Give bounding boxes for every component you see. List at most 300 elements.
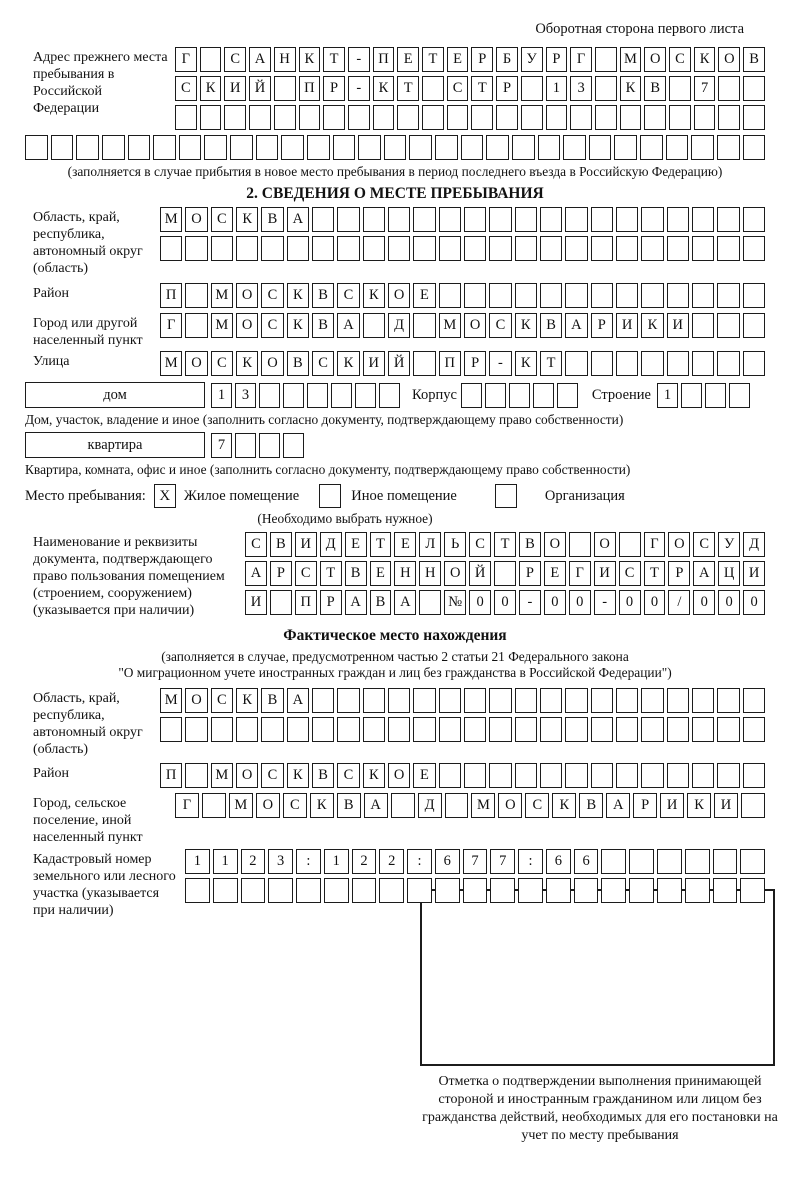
char-cell[interactable] <box>439 763 461 788</box>
char-cell[interactable] <box>489 763 511 788</box>
char-cell[interactable] <box>249 105 271 130</box>
char-cell[interactable]: С <box>337 763 359 788</box>
char-cell[interactable]: П <box>160 763 182 788</box>
char-cell[interactable]: Т <box>494 532 516 557</box>
char-cell[interactable]: С <box>175 76 197 101</box>
char-cell[interactable]: С <box>211 207 233 232</box>
char-cell[interactable]: 6 <box>546 849 571 874</box>
char-cell[interactable] <box>230 135 253 160</box>
char-cell[interactable] <box>489 207 511 232</box>
char-cell[interactable]: Г <box>160 313 182 338</box>
char-cell[interactable] <box>363 207 385 232</box>
char-cell[interactable] <box>489 283 511 308</box>
char-cell[interactable] <box>213 878 238 903</box>
char-cell[interactable]: Т <box>320 561 342 586</box>
char-cell[interactable]: М <box>439 313 461 338</box>
char-cell[interactable] <box>521 76 543 101</box>
char-cell[interactable] <box>312 236 334 261</box>
char-cell[interactable]: Д <box>418 793 442 818</box>
char-cell[interactable] <box>160 236 182 261</box>
char-cell[interactable] <box>445 793 469 818</box>
char-cell[interactable] <box>743 763 765 788</box>
char-cell[interactable] <box>413 351 435 376</box>
char-cell[interactable] <box>565 688 587 713</box>
char-cell[interactable] <box>692 207 714 232</box>
char-cell[interactable]: В <box>312 283 334 308</box>
char-cell[interactable] <box>494 561 516 586</box>
char-cell[interactable] <box>175 105 197 130</box>
char-cell[interactable] <box>274 76 296 101</box>
char-cell[interactable]: С <box>261 283 283 308</box>
char-cell[interactable]: О <box>388 763 410 788</box>
char-cell[interactable] <box>128 135 151 160</box>
char-cell[interactable]: В <box>345 561 367 586</box>
char-cell[interactable]: - <box>519 590 541 615</box>
char-cell[interactable] <box>540 236 562 261</box>
char-cell[interactable] <box>614 135 637 160</box>
char-cell[interactable] <box>540 207 562 232</box>
char-cell[interactable] <box>312 717 334 742</box>
char-cell[interactable]: Ь <box>444 532 466 557</box>
char-cell[interactable]: 1 <box>213 849 238 874</box>
char-cell[interactable] <box>512 135 535 160</box>
char-cell[interactable] <box>509 383 530 408</box>
char-cell[interactable]: : <box>296 849 321 874</box>
char-cell[interactable] <box>718 76 740 101</box>
char-cell[interactable] <box>259 433 280 458</box>
char-cell[interactable]: О <box>236 283 258 308</box>
char-cell[interactable] <box>337 207 359 232</box>
char-cell[interactable]: С <box>469 532 491 557</box>
char-cell[interactable] <box>619 532 641 557</box>
char-cell[interactable] <box>439 717 461 742</box>
char-cell[interactable] <box>51 135 74 160</box>
char-cell[interactable] <box>202 793 226 818</box>
char-cell[interactable]: В <box>579 793 603 818</box>
char-cell[interactable] <box>518 878 543 903</box>
char-cell[interactable] <box>287 717 309 742</box>
char-cell[interactable]: Р <box>633 793 657 818</box>
char-cell[interactable] <box>692 351 714 376</box>
char-cell[interactable] <box>388 207 410 232</box>
char-cell[interactable] <box>471 105 493 130</box>
char-cell[interactable] <box>616 351 638 376</box>
char-cell[interactable] <box>185 763 207 788</box>
char-cell[interactable]: 0 <box>469 590 491 615</box>
char-cell[interactable]: В <box>312 763 334 788</box>
char-cell[interactable] <box>591 351 613 376</box>
char-cell[interactable] <box>337 236 359 261</box>
char-cell[interactable]: О <box>718 47 740 72</box>
char-cell[interactable] <box>185 283 207 308</box>
char-cell[interactable]: Н <box>394 561 416 586</box>
char-cell[interactable]: М <box>160 351 182 376</box>
char-cell[interactable]: / <box>668 590 690 615</box>
char-cell[interactable]: О <box>668 532 690 557</box>
char-cell[interactable] <box>388 688 410 713</box>
char-cell[interactable]: У <box>521 47 543 72</box>
char-cell[interactable] <box>595 76 617 101</box>
char-cell[interactable] <box>490 878 515 903</box>
char-cell[interactable] <box>589 135 612 160</box>
char-cell[interactable]: И <box>714 793 738 818</box>
char-cell[interactable]: М <box>229 793 253 818</box>
char-cell[interactable]: М <box>211 763 233 788</box>
char-cell[interactable] <box>261 236 283 261</box>
char-cell[interactable]: А <box>394 590 416 615</box>
char-cell[interactable]: П <box>160 283 182 308</box>
char-cell[interactable]: А <box>364 793 388 818</box>
char-cell[interactable]: Е <box>394 532 416 557</box>
char-cell[interactable] <box>268 878 293 903</box>
char-cell[interactable] <box>743 283 765 308</box>
char-cell[interactable] <box>717 135 740 160</box>
char-cell[interactable]: Т <box>471 76 493 101</box>
char-cell[interactable] <box>281 135 304 160</box>
char-cell[interactable] <box>667 236 689 261</box>
char-cell[interactable] <box>533 383 554 408</box>
char-cell[interactable] <box>565 763 587 788</box>
char-cell[interactable]: 0 <box>743 590 765 615</box>
char-cell[interactable]: Р <box>519 561 541 586</box>
char-cell[interactable]: Е <box>413 763 435 788</box>
char-cell[interactable]: 6 <box>435 849 460 874</box>
char-cell[interactable]: М <box>471 793 495 818</box>
char-cell[interactable]: В <box>261 207 283 232</box>
char-cell[interactable] <box>616 283 638 308</box>
char-cell[interactable] <box>461 383 482 408</box>
char-cell[interactable] <box>685 849 710 874</box>
char-cell[interactable]: С <box>283 793 307 818</box>
char-cell[interactable] <box>540 283 562 308</box>
checkbox-zhiloe[interactable]: X <box>154 484 176 508</box>
char-cell[interactable]: О <box>185 351 207 376</box>
char-cell[interactable] <box>640 135 663 160</box>
char-cell[interactable] <box>740 849 765 874</box>
char-cell[interactable]: С <box>337 283 359 308</box>
char-cell[interactable]: 0 <box>544 590 566 615</box>
char-cell[interactable] <box>391 793 415 818</box>
char-cell[interactable]: С <box>489 313 511 338</box>
char-cell[interactable] <box>641 351 663 376</box>
char-cell[interactable]: О <box>256 793 280 818</box>
char-cell[interactable]: С <box>211 351 233 376</box>
char-cell[interactable]: К <box>287 283 309 308</box>
char-cell[interactable] <box>464 717 486 742</box>
char-cell[interactable] <box>486 135 509 160</box>
char-cell[interactable] <box>692 236 714 261</box>
char-cell[interactable] <box>591 236 613 261</box>
char-cell[interactable] <box>692 717 714 742</box>
char-cell[interactable] <box>629 849 654 874</box>
char-cell[interactable] <box>591 763 613 788</box>
char-cell[interactable] <box>740 878 765 903</box>
char-cell[interactable]: О <box>544 532 566 557</box>
char-cell[interactable]: 7 <box>211 433 232 458</box>
char-cell[interactable]: К <box>373 76 395 101</box>
char-cell[interactable]: Ц <box>718 561 740 586</box>
char-cell[interactable]: Г <box>175 793 199 818</box>
char-cell[interactable] <box>299 105 321 130</box>
char-cell[interactable]: К <box>515 351 537 376</box>
char-cell[interactable]: 6 <box>574 849 599 874</box>
char-cell[interactable]: У <box>718 532 740 557</box>
char-cell[interactable] <box>413 207 435 232</box>
char-cell[interactable]: 1 <box>185 849 210 874</box>
char-cell[interactable] <box>574 878 599 903</box>
char-cell[interactable]: В <box>261 688 283 713</box>
char-cell[interactable] <box>379 878 404 903</box>
char-cell[interactable] <box>705 383 726 408</box>
char-cell[interactable] <box>331 383 352 408</box>
char-cell[interactable]: А <box>287 207 309 232</box>
char-cell[interactable] <box>515 688 537 713</box>
char-cell[interactable] <box>102 135 125 160</box>
char-cell[interactable] <box>717 207 739 232</box>
char-cell[interactable]: Р <box>471 47 493 72</box>
char-cell[interactable]: В <box>540 313 562 338</box>
char-cell[interactable]: С <box>295 561 317 586</box>
char-cell[interactable]: О <box>594 532 616 557</box>
char-cell[interactable]: 0 <box>619 590 641 615</box>
char-cell[interactable]: Р <box>591 313 613 338</box>
char-cell[interactable]: В <box>270 532 292 557</box>
char-cell[interactable]: Й <box>388 351 410 376</box>
char-cell[interactable]: О <box>464 313 486 338</box>
char-cell[interactable] <box>743 688 765 713</box>
char-cell[interactable] <box>685 878 710 903</box>
char-cell[interactable]: 0 <box>569 590 591 615</box>
char-cell[interactable] <box>413 688 435 713</box>
char-cell[interactable] <box>743 76 765 101</box>
char-cell[interactable]: Д <box>743 532 765 557</box>
char-cell[interactable] <box>211 717 233 742</box>
char-cell[interactable]: К <box>200 76 222 101</box>
char-cell[interactable]: Р <box>320 590 342 615</box>
char-cell[interactable]: К <box>363 763 385 788</box>
char-cell[interactable]: 7 <box>694 76 716 101</box>
char-cell[interactable]: К <box>236 207 258 232</box>
char-cell[interactable]: Г <box>644 532 666 557</box>
char-cell[interactable]: К <box>310 793 334 818</box>
char-cell[interactable] <box>743 207 765 232</box>
checkbox-inoe[interactable] <box>319 484 341 508</box>
char-cell[interactable] <box>235 433 256 458</box>
char-cell[interactable]: О <box>644 47 666 72</box>
char-cell[interactable]: И <box>224 76 246 101</box>
char-cell[interactable] <box>743 236 765 261</box>
char-cell[interactable] <box>200 105 222 130</box>
char-cell[interactable]: П <box>373 47 395 72</box>
char-cell[interactable] <box>388 717 410 742</box>
char-cell[interactable] <box>422 76 444 101</box>
char-cell[interactable] <box>153 135 176 160</box>
char-cell[interactable]: О <box>444 561 466 586</box>
char-cell[interactable]: И <box>660 793 684 818</box>
char-cell[interactable] <box>355 383 376 408</box>
char-cell[interactable] <box>373 105 395 130</box>
char-cell[interactable]: И <box>245 590 267 615</box>
char-cell[interactable] <box>185 878 210 903</box>
char-cell[interactable] <box>641 207 663 232</box>
char-cell[interactable] <box>595 47 617 72</box>
char-cell[interactable]: И <box>667 313 689 338</box>
char-cell[interactable]: Г <box>175 47 197 72</box>
char-cell[interactable]: К <box>236 688 258 713</box>
char-cell[interactable] <box>601 849 626 874</box>
char-cell[interactable] <box>565 207 587 232</box>
char-cell[interactable] <box>270 590 292 615</box>
char-cell[interactable] <box>363 236 385 261</box>
char-cell[interactable] <box>185 236 207 261</box>
char-cell[interactable] <box>563 135 586 160</box>
char-cell[interactable] <box>241 878 266 903</box>
char-cell[interactable]: 1 <box>657 383 678 408</box>
char-cell[interactable]: И <box>743 561 765 586</box>
char-cell[interactable]: П <box>439 351 461 376</box>
char-cell[interactable]: С <box>224 47 246 72</box>
char-cell[interactable]: А <box>345 590 367 615</box>
char-cell[interactable] <box>521 105 543 130</box>
char-cell[interactable] <box>236 717 258 742</box>
char-cell[interactable]: Т <box>540 351 562 376</box>
char-cell[interactable] <box>565 283 587 308</box>
char-cell[interactable]: М <box>211 313 233 338</box>
char-cell[interactable] <box>565 351 587 376</box>
char-cell[interactable]: П <box>299 76 321 101</box>
char-cell[interactable] <box>496 105 518 130</box>
char-cell[interactable] <box>413 236 435 261</box>
char-cell[interactable]: А <box>287 688 309 713</box>
char-cell[interactable] <box>692 313 714 338</box>
char-cell[interactable] <box>363 717 385 742</box>
char-cell[interactable] <box>667 763 689 788</box>
char-cell[interactable]: Л <box>419 532 441 557</box>
char-cell[interactable] <box>439 207 461 232</box>
char-cell[interactable] <box>644 105 666 130</box>
char-cell[interactable] <box>565 236 587 261</box>
char-cell[interactable]: К <box>236 351 258 376</box>
char-cell[interactable]: О <box>388 283 410 308</box>
char-cell[interactable]: И <box>295 532 317 557</box>
char-cell[interactable]: В <box>519 532 541 557</box>
char-cell[interactable]: А <box>693 561 715 586</box>
char-cell[interactable]: Е <box>413 283 435 308</box>
char-cell[interactable]: А <box>249 47 271 72</box>
char-cell[interactable] <box>601 878 626 903</box>
char-cell[interactable]: К <box>287 763 309 788</box>
char-cell[interactable] <box>515 717 537 742</box>
char-cell[interactable]: О <box>185 688 207 713</box>
char-cell[interactable] <box>274 105 296 130</box>
char-cell[interactable]: Д <box>320 532 342 557</box>
char-cell[interactable] <box>570 105 592 130</box>
char-cell[interactable]: С <box>211 688 233 713</box>
char-cell[interactable]: 3 <box>268 849 293 874</box>
char-cell[interactable]: М <box>160 207 182 232</box>
char-cell[interactable] <box>464 236 486 261</box>
char-cell[interactable] <box>540 688 562 713</box>
char-cell[interactable] <box>236 236 258 261</box>
char-cell[interactable] <box>307 383 328 408</box>
char-cell[interactable]: Т <box>397 76 419 101</box>
char-cell[interactable]: Т <box>323 47 345 72</box>
char-cell[interactable] <box>515 236 537 261</box>
char-cell[interactable] <box>323 105 345 130</box>
char-cell[interactable] <box>439 688 461 713</box>
char-cell[interactable] <box>464 688 486 713</box>
char-cell[interactable]: 7 <box>490 849 515 874</box>
char-cell[interactable]: С <box>693 532 715 557</box>
char-cell[interactable]: 1 <box>211 383 232 408</box>
char-cell[interactable] <box>413 313 435 338</box>
char-cell[interactable]: Е <box>397 47 419 72</box>
char-cell[interactable] <box>384 135 407 160</box>
char-cell[interactable] <box>616 717 638 742</box>
char-cell[interactable]: Т <box>370 532 392 557</box>
char-cell[interactable]: Е <box>370 561 392 586</box>
char-cell[interactable] <box>324 878 349 903</box>
char-cell[interactable]: Г <box>569 561 591 586</box>
char-cell[interactable] <box>569 532 591 557</box>
char-cell[interactable]: 1 <box>324 849 349 874</box>
char-cell[interactable] <box>681 383 702 408</box>
char-cell[interactable] <box>464 207 486 232</box>
char-cell[interactable] <box>256 135 279 160</box>
char-cell[interactable] <box>591 717 613 742</box>
char-cell[interactable]: С <box>525 793 549 818</box>
char-cell[interactable] <box>616 688 638 713</box>
char-cell[interactable]: Е <box>345 532 367 557</box>
char-cell[interactable] <box>296 878 321 903</box>
char-cell[interactable] <box>179 135 202 160</box>
char-cell[interactable]: В <box>337 793 361 818</box>
char-cell[interactable] <box>422 105 444 130</box>
char-cell[interactable] <box>692 283 714 308</box>
char-cell[interactable]: А <box>565 313 587 338</box>
char-cell[interactable]: Н <box>419 561 441 586</box>
char-cell[interactable] <box>641 688 663 713</box>
char-cell[interactable] <box>185 717 207 742</box>
char-cell[interactable] <box>667 351 689 376</box>
char-cell[interactable] <box>743 351 765 376</box>
char-cell[interactable]: 3 <box>570 76 592 101</box>
char-cell[interactable] <box>694 105 716 130</box>
char-cell[interactable]: С <box>619 561 641 586</box>
char-cell[interactable] <box>691 135 714 160</box>
char-cell[interactable] <box>379 383 400 408</box>
char-cell[interactable]: С <box>447 76 469 101</box>
char-cell[interactable]: С <box>261 763 283 788</box>
char-cell[interactable] <box>540 763 562 788</box>
char-cell[interactable]: А <box>245 561 267 586</box>
char-cell[interactable] <box>461 135 484 160</box>
char-cell[interactable]: К <box>287 313 309 338</box>
char-cell[interactable] <box>546 105 568 130</box>
char-cell[interactable] <box>185 313 207 338</box>
char-cell[interactable]: К <box>552 793 576 818</box>
char-cell[interactable] <box>717 283 739 308</box>
char-cell[interactable] <box>204 135 227 160</box>
char-cell[interactable]: - <box>348 76 370 101</box>
char-cell[interactable] <box>439 236 461 261</box>
char-cell[interactable] <box>743 717 765 742</box>
char-cell[interactable]: Й <box>469 561 491 586</box>
char-cell[interactable] <box>515 283 537 308</box>
char-cell[interactable]: В <box>370 590 392 615</box>
char-cell[interactable] <box>641 763 663 788</box>
char-cell[interactable]: - <box>348 47 370 72</box>
